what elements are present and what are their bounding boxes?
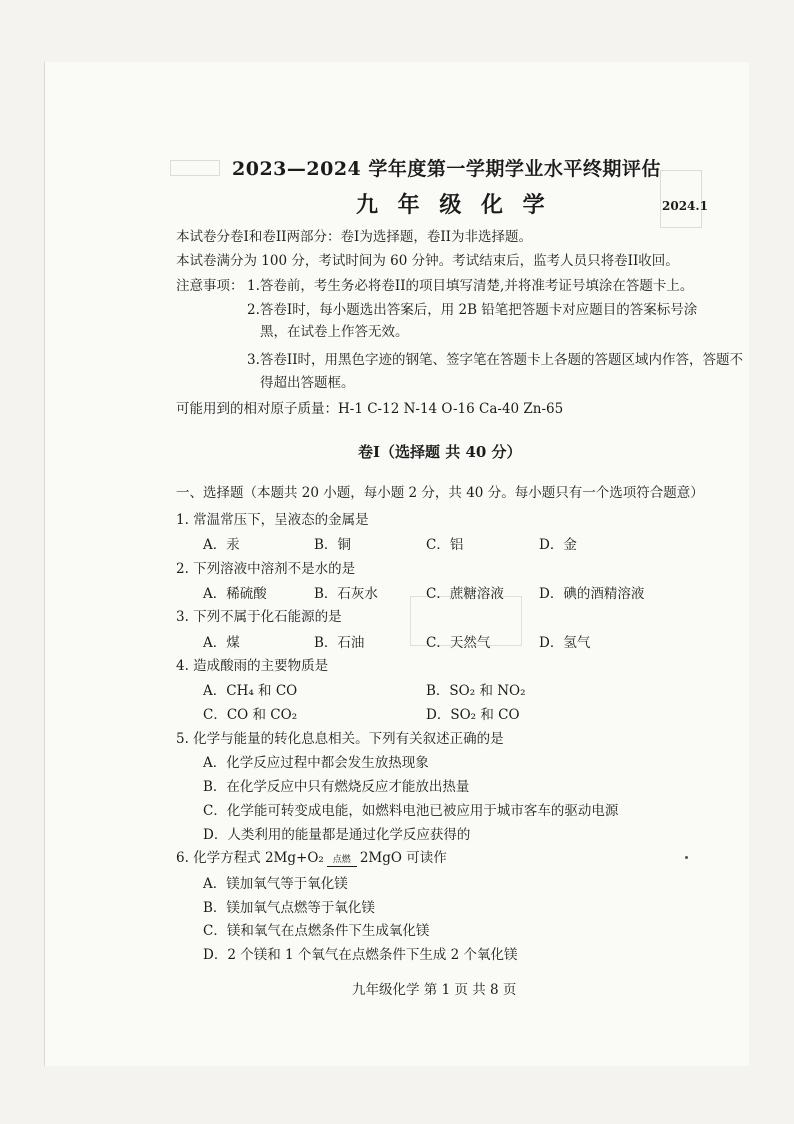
intro-line-2: 本试卷满分为 100 分，考试时间为 60 分钟。考试结束后，监考人员只将卷II收回。	[176, 253, 679, 269]
question-5-stem: 5. 化学与能量的转化息息相关。下列有关叙述正确的是	[176, 731, 504, 747]
question-4-option-a: A．CH₄ 和 CO	[203, 683, 298, 699]
question-6-option-b: B．镁加氧气点燃等于氧化镁	[203, 900, 375, 916]
question-5-option-d: D．人类利用的能量都是通过化学反应获得的	[203, 827, 471, 843]
page-footer: 九年级化学 第 1 页 共 8 页	[352, 982, 517, 998]
section-1-instruction: 一、选择题（本题共 20 小题，每小题 2 分，共 40 分。每小题只有一个选项符合题意）	[176, 485, 704, 501]
reaction-arrow	[327, 856, 357, 867]
question-5-option-b: B．在化学反应中只有燃烧反应才能放出热量	[203, 779, 470, 795]
question-3-stem: 3. 下列不属于化石能源的是	[176, 609, 342, 625]
atomic-masses: 可能用到的相对原子质量：H-1 C-12 N-14 O-16 Ca-40 Zn-65	[176, 401, 564, 417]
question-2-option-c: C．蔗糖溶液	[426, 586, 504, 602]
question-6-stem-prefix: 6. 化学方程式 2Mg+O₂	[176, 850, 324, 866]
question-1-option-d: D．金	[539, 537, 577, 553]
intro-line-1: 本试卷分卷I和卷II两部分：卷I为选择题，卷II为非选择题。	[176, 229, 532, 245]
note-3-line-2: 得超出答题框。	[260, 375, 355, 391]
note-3-line-1: 3.答卷II时，用黑色字迹的钢笔、签字笔在答题卡上各题的答题区域内作答，答题不	[247, 352, 744, 368]
question-4-option-c: C．CO 和 CO₂	[203, 707, 298, 723]
question-2-option-b: B．石灰水	[314, 586, 378, 602]
exam-title: 2023—2024 学年度第一学期学业水平终期评估	[232, 158, 661, 180]
question-1-option-c: C．铝	[426, 537, 464, 553]
question-2-option-d: D．碘的酒精溶液	[539, 586, 645, 602]
question-1-option-b: B．铜	[314, 537, 351, 553]
question-1-stem: 1. 常温常压下，呈液态的金属是	[176, 512, 369, 528]
question-6-option-a: A．镁加氧气等于氧化镁	[203, 876, 348, 892]
question-6-option-c: C．镁和氧气在点燃条件下生成氧化镁	[203, 923, 430, 939]
question-3-option-b: B．石油	[314, 635, 365, 651]
exam-date: 2024.1	[662, 199, 708, 213]
question-2-option-a: A．稀硫酸	[203, 586, 267, 602]
section-1-title: 卷I（选择题 共 40 分）	[358, 443, 522, 461]
question-3-option-a: A．煤	[203, 635, 240, 651]
exam-subject: 九 年 级 化 学	[356, 192, 551, 218]
question-6-stem	[176, 846, 447, 867]
question-4-stem: 4. 造成酸雨的主要物质是	[176, 658, 329, 674]
question-2-stem: 2. 下列溶液中溶剂不是水的是	[176, 561, 356, 577]
question-4-option-d: D．SO₂ 和 CO	[426, 707, 520, 723]
question-1-option-a: A．汞	[203, 537, 240, 553]
note-2-line-1: 2.答卷I时，每小题选出答案后，用 2B 铅笔把答题卡对应题目的答案标号涂	[247, 302, 698, 318]
question-6-stem-suffix: 2MgO 可读作	[359, 850, 447, 866]
note-1: 1.答卷前，考生务必将卷II的项目填写清楚,并将准考证号填涂在答题卡上。	[247, 278, 694, 294]
question-6-option-d: D．2 个镁和 1 个氧气在点燃条件下生成 2 个氧化镁	[203, 947, 518, 963]
equals-bar	[327, 866, 357, 867]
reaction-condition: 点燃	[332, 855, 351, 865]
note-2-line-2: 黑，在试卷上作答无效。	[260, 324, 409, 340]
question-3-option-c: C．天然气	[426, 635, 491, 651]
speck-mark	[685, 856, 688, 859]
notes-label: 注意事项：	[176, 278, 244, 294]
question-4-option-b: B．SO₂ 和 NO₂	[426, 683, 526, 699]
bleed-through-mark	[170, 160, 220, 176]
question-3-option-d: D．氢气	[539, 635, 591, 651]
question-5-option-a: A．化学反应过程中都会发生放热现象	[203, 755, 429, 771]
question-5-option-c: C．化学能可转变成电能，如燃料电池已被应用于城市客车的驱动电源	[203, 803, 619, 819]
